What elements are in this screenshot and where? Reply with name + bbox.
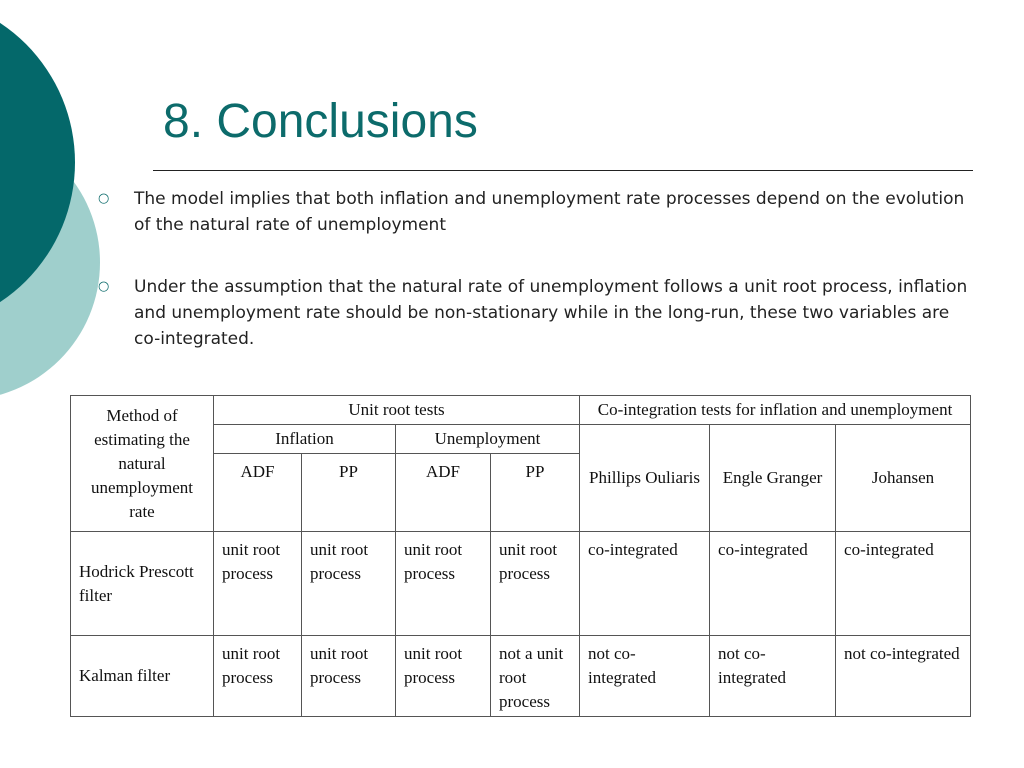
bullet-list bbox=[98, 186, 978, 388]
result-cell: not co-integrated bbox=[836, 636, 971, 717]
result-cell: unit root process bbox=[302, 636, 396, 717]
engle-granger-header: Engle Granger bbox=[710, 425, 836, 532]
bullet-circle-icon: ○ bbox=[98, 191, 110, 206]
bullet-item bbox=[98, 186, 978, 238]
result-cell: co-integrated bbox=[710, 532, 836, 636]
result-cell: unit root process bbox=[214, 532, 302, 636]
result-cell: co-integrated bbox=[836, 532, 971, 636]
pp-unemployment-header: PP bbox=[491, 454, 580, 532]
phillips-ouliaris-header: Phillips Ouliaris bbox=[580, 425, 710, 532]
result-cell: unit root process bbox=[491, 532, 580, 636]
bullet-circle-icon: ○ bbox=[98, 279, 110, 294]
result-cell: unit root process bbox=[396, 532, 491, 636]
method-cell: Kalman filter bbox=[71, 636, 214, 717]
bullet-text: The model implies that both inflation and unemployment rate processes depend on the evolution of the natural rate of unemployment bbox=[134, 189, 965, 235]
result-cell: co-integrated bbox=[580, 532, 710, 636]
table-row bbox=[71, 532, 971, 636]
result-cell: not co-integrated bbox=[710, 636, 836, 717]
result-cell: not a unit root process bbox=[491, 636, 580, 717]
result-cell: unit root process bbox=[214, 636, 302, 717]
inflation-header: Inflation bbox=[214, 425, 396, 454]
result-cell: not co-integrated bbox=[580, 636, 710, 717]
result-cell: unit root process bbox=[396, 636, 491, 717]
cointegration-tests-header: Co-integration tests for inflation and unemployment bbox=[580, 396, 971, 425]
unit-root-tests-header: Unit root tests bbox=[214, 396, 580, 425]
results-table bbox=[70, 395, 971, 717]
slide-title: 8. Conclusions bbox=[163, 95, 478, 148]
bullet-text: Under the assumption that the natural rate of unemployment follows a unit root process, inflation and unemployment rate should be non-stationary while in the long-run, these two variables are co-integrated. bbox=[134, 277, 968, 349]
method-header: Method of estimating the natural unemployment rate bbox=[71, 396, 214, 532]
method-cell: Hodrick Prescott filter bbox=[71, 532, 214, 636]
adf-inflation-header: ADF bbox=[214, 454, 302, 532]
bullet-item bbox=[98, 274, 978, 352]
adf-unemployment-header: ADF bbox=[396, 454, 491, 532]
result-cell: unit root process bbox=[302, 532, 396, 636]
table-row bbox=[71, 636, 971, 717]
unemployment-header: Unemployment bbox=[396, 425, 580, 454]
johansen-header: Johansen bbox=[836, 425, 971, 532]
pp-inflation-header: PP bbox=[302, 454, 396, 532]
table-header-row bbox=[71, 396, 971, 425]
title-divider bbox=[153, 170, 973, 171]
